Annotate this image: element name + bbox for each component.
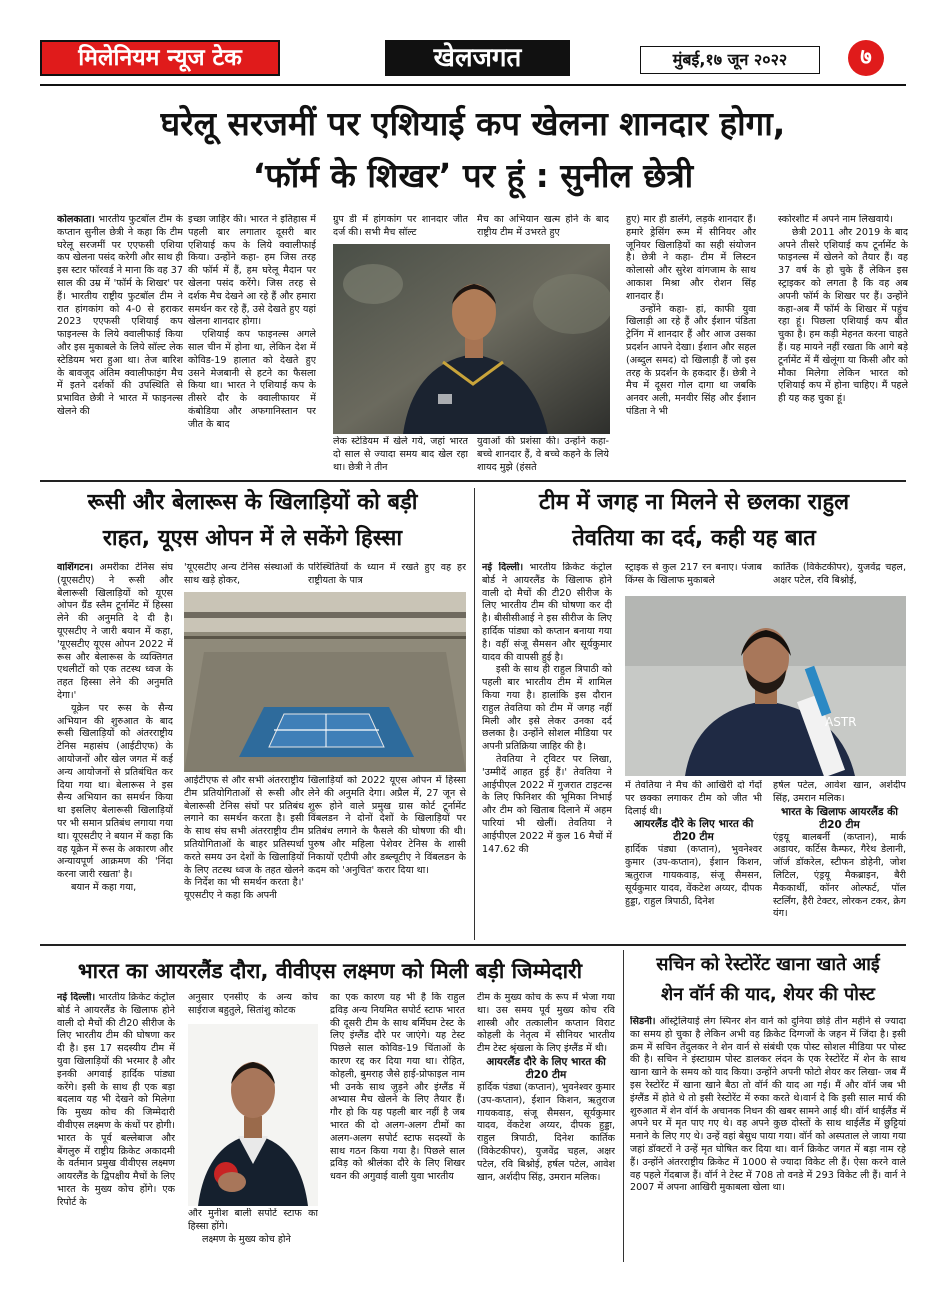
sachin-headline-line-1: सचिन को रेस्टोरेंट खाना खाते आई <box>656 954 880 975</box>
lead-text-5: हुए) मार ही डालेंगे, लड़के शानदार हैं। हमारे ड्रेसिंग रूम में सीनियर और जूनियर खिलाड़ियों का सही संयोजन है। छेत्री ने कहा- टीम में लिस्टन कोलासो और सुरेश वांगजाम के साथ आकाश मिश्रा और रोशन सिंह शानदार हैं। <box>626 214 756 302</box>
lead-col-3-top <box>333 214 468 242</box>
divider-2 <box>40 944 906 946</box>
tewatia-dateline: नई दिल्ली। <box>482 562 524 573</box>
chhetri-photo <box>333 244 610 434</box>
laxman-text-4: टीम के मुख्य कोच के रूप में भेजा गया था। उस समय पूर्व मुख्य कोच रवि शास्त्री और तत्कालीन कप्तान विराट कोहली के नेतृत्व में सीनियर भारतीय टीम टेस्ट श्रृंखला के लिए इंग्लैंड में थी। <box>477 992 615 1055</box>
tewatia-text-2-top: स्ट्राइक से कुल 217 रन बनाए। पंजाब किंग्स के खिलाफ मुकाबले <box>625 562 762 586</box>
tewatia-photo-image <box>625 596 906 776</box>
russia-col-3-top <box>308 562 466 590</box>
russia-col-2-top <box>184 562 304 590</box>
russia-headline-line-1: रूसी और बेलारूस के खिलाड़ियों को बड़ी <box>87 490 418 515</box>
sachin-col <box>630 1016 906 1260</box>
tewatia-text-1b: इसी के साथ ही राहुल त्रिपाठी को पहली बार भारतीय टीम में शामिल किया गया है। हालांकि इस दौरान राहुल तेवतिया को टीम में जगह नहीं मिली और इसे लेकर उनका दर्द छलका है। उन्होंने सोशल मीडिया पर अपनी प्रतिक्रिया जाहिर की है। <box>482 664 612 753</box>
sachin-headline-line-2: शेन वॉर्न की याद, शेयर की पोस्ट <box>661 984 875 1005</box>
lead-col-4-bottom <box>477 436 609 476</box>
laxman-text-2-top: अनुसार एनसीए के अन्य कोच साईराज बहुतुले, सितांशु कोटक <box>188 992 318 1016</box>
section-title: खेलजगत <box>433 43 522 73</box>
russia-text-3-top: परिस्थितियों के ध्यान में रखते हुए वह हर राष्ट्रीयता के पात्र <box>308 562 466 586</box>
tewatia-col-3-bottom <box>773 780 906 940</box>
russia-text-2-top: 'यूएसटीए अन्य टेनिस संस्थाओं के साथ खड़े होकर, <box>184 562 304 586</box>
tewatia-text-1: भारतीय क्रिकेट कंट्रोल बोर्ड ने आयरलैंड के खिलाफ होने वाली दो मैचों की टी20 सीरीज के लिए भारतीय टीम की घोषणा कर दी है। बीसीसीआई ने इस सीरीज के लिए हार्दिक पांड्या को कप्तान बनाया गया है। वहीं संजू सैमसन और सूर्यकुमार यादव की वापसी हुई है। <box>482 562 612 663</box>
column-divider-2 <box>623 950 624 1262</box>
lead-text-4-bottom: युवाओं की प्रशंसा की। उन्होंने कहा- बच्चे शानदार हैं, वे बच्चे कहने के लिये शायद मुझे (हंसते <box>477 436 609 473</box>
laxman-headline: भारत का आयरलैंड दौरा, वीवीएस लक्ष्मण को मिली बड़ी जिम्मेदारी <box>77 959 583 983</box>
russia-col-1 <box>57 562 173 940</box>
dateline-box <box>640 46 820 74</box>
lead-text-6: स्कोरशीट में अपने नाम लिखवाये। <box>778 214 893 225</box>
tewatia-col-3-top <box>773 562 906 590</box>
russia-col-2-bottom <box>184 775 304 940</box>
us-open-photo-image <box>184 592 466 772</box>
laxman-col-1 <box>57 992 175 1260</box>
masthead <box>0 0 945 88</box>
paper-name: मिलेनियम न्यूज टेक <box>78 45 242 71</box>
tewatia-text-1c: तेवतिया ने ट्विटर पर लिखा, 'उम्मीदें आहत हुई हैं।' तेवतिया ने आईपीएल 2022 में गुजरात टाइटन्स के लिए फिनिशर की भूमिका निभाई और टीम को खिताब दिलाने में अहम पारियां भी खेलीं। तेवतिया ने आईपीएल 2022 में कुल 16 मैचों में 147.62 की <box>482 753 612 855</box>
masthead-rule <box>40 84 906 86</box>
section-banner <box>385 40 570 76</box>
chhetri-photo-image <box>333 244 610 434</box>
tewatia-subhead-2: भारत के खिलाफ आयरलैंड की टी20 टीम <box>781 805 898 831</box>
lead-col-2 <box>188 214 316 476</box>
laxman-col-2-bottom <box>188 1208 318 1260</box>
russia-text-3-bottom: खिलाड़ियों को 2022 यूएस ओपन में हिस्सा लेने की अनुमति देगा। अप्रैल में, 27 जून से शुरू होने वाले प्रमुख ग्रास कोर्ट टूर्नामेंट विंबलडन ने दोनों देशों के खिलाड़ियों पर प्रतिबंध लगाने के फैसले की घोषणा की थी। पुरुष और महिला पेशेवर टेनिस के शासी निकायों एटीपी और डब्ल्यूटीए ने विंबलडन के कदम को 'अनुचित' करार दिया था। <box>308 775 466 876</box>
column-divider <box>474 488 475 940</box>
lead-text-4-top: मैच का अभियान खत्म होने के बाद राष्ट्रीय टीम में उभरते हुए <box>477 214 609 238</box>
tewatia-text-2-bottom: में तेवतिया ने मैच की आखिरी दो गेंदों पर छक्का लगाकर टीम को जीत भी दिलाई थी। <box>625 780 762 817</box>
tewatia-col-1 <box>482 562 612 940</box>
page-number-badge <box>848 40 884 76</box>
lead-text-6b: छेत्री 2011 और 2019 के बाद अपने तीसरे एशियाई कप टूर्नामेंट के फाइनल्स में खेलने को तैयार हैं। वह 37 वर्ष के हो चुके हैं लेकिन इस स्ट्राइकर को लगता है कि वह अब अपनी फॉर्म के शिखर पर हैं। उन्होंने कहा-अब मैं फॉर्म के शिखर में पहुंच रहा हूं। पिछला एशियाई कप बीत चुका है। हम कड़ी मेहनत करना चाहते हैं। यह मायने नहीं रखता कि आगे बड़े टूर्नामेंट में मैं खेलूंगा या किसी और को मौका मिलेगा लेकिन भारत को एशियाई कप में होना चाहिए। मैं पहले ही यह कह चुका हूं। <box>778 226 908 405</box>
tewatia-text-2c: हार्दिक पंड्या (कप्तान), भुवनेश्वर कुमार (उप-कप्तान), ईशान किशन, ऋतुराज गायकवाड़, संजू सैमसन, सूर्यकुमार यादव, वेंकटेश अय्यर, दीपक हुड्डा, राहुल त्रिपाठी, दिनेश <box>625 844 762 907</box>
laxman-text-1: भारतीय क्रिकेट कंट्रोल बोर्ड ने आयरलैंड के खिलाफ होने वाली दो मैचों की टी20 सीरीज के लिए भारतीय टीम की घोषणा कर दी है। इस 17 सदस्यीय टीम में युवा खिलाड़ियों की भरमार है और इनकी अगवाई हार्दिक पांड्या करेंगे। इसी के साथ ही एक बड़ा बदलाव यह भी देखने को मिलेगा कि मुख्य कोच की जिम्मेदारी वीवीएस लक्ष्मण के कंधों पर होगी। भारत के पूर्व बल्लेबाज और बेंगलुरु में राष्ट्रीय क्रिकेट अकादमी के वर्तमान प्रमुख वीवीएस लक्ष्मण आयरलैंड के द्विपक्षीय मैचों के लिए भारत के मुख्य कोच होंगे। एक रिपोर्ट के <box>57 992 175 1208</box>
laxman-photo <box>188 1024 318 1206</box>
russia-headline-line-2: राहत, यूएस ओपन में ले सकेंगे हिस्सा <box>102 526 403 551</box>
laxman-dateline: नई दिल्ली। <box>57 992 96 1003</box>
lead-text-3-bottom: लेक स्टेडियम में खेले गये, जहां भारत दो साल से ज्यादा समय बाद खेल रहा था। छेत्री ने तीन <box>333 436 468 473</box>
dateline: मुंबई,१७ जून २०२२ <box>672 50 788 69</box>
russia-col-3-bottom <box>308 775 466 940</box>
laxman-text-3: का एक कारण यह भी है कि राहुल द्रविड़ अन्य नियमित सपोर्ट स्टाफ भारत की दूसरी टीम के साथ बर्मिंघम टेस्ट के लिए इंग्लैंड दौरे पर जाएंगे। यह टेस्ट पिछले साल कोविड-19 चिंताओं के कारण रद्द कर दिया गया था। रोहित, कोहली, बुमराह जैसे हाई-प्रोफाइल नाम भी उनके साथ जुड़ने और इंग्लैंड में अभ्यास मैच खेलने के लिए तैयार हैं। गौर हो कि यह पहली बार नहीं है जब भारत की दो अलग-अलग टीमों का अलग-अलग सपोर्ट स्टाफ सदस्यों के साथ गठन किया गया है। पिछले साल द्रविड़ को श्रीलंका दौरे के लिए शिखर धवन की अगुवाई वाली युवा भारतीय <box>330 992 465 1183</box>
tewatia-text-3-top: कार्तिक (विकेटकीपर), युजवेंद्र चहल, अक्षर पटेल, रवि बिश्नोई, <box>773 562 906 586</box>
laxman-photo-image <box>188 1024 318 1206</box>
tewatia-text-3-bottom: हर्षल पटेल, आवेश खान, अर्शदीप सिंह, उमरान मलिक। <box>773 780 906 804</box>
sachin-text: ऑस्ट्रेलियाई लेग स्पिनर शेन वार्न को दुनिया छोड़े तीन महीने से ज्यादा का समय हो चुका है लेकिन अभी वह क्रिकेट दिग्गजों के जहन में जिंदा है। इसी क्रम में सचिन तेंदुलकर ने शेन वार्न से संबंधी एक पोस्ट सोशल मीडिया पर पोस्ट की है। सचिन ने इंस्टाग्राम पोस्ट डालकर लंदन के एक रेस्टोरेंट में शेन के साथ खाना खाने के समय को याद किया। उन्होंने अपनी फोटो शेयर कर लिखा- जब मैं इस रेस्टोरेंट में खाना खाने बैठा तो वॉर्न की याद आ गई। मैं और वॉर्न जब भी इंग्लैंड में होते थे तो इसी रेस्टोरेंट में रुका करते थे।वार्न दे कि इसी साल मार्च की शुरुआत में शेन वॉर्न के अचानक निधन की खबर सामने आई थी। वॉर्न थाईलैंड में अपने घर में मृत पाए गए थे। वह अपने कुछ दोस्तों के साथ थाईलैंड में छुट्टियां मनाने के लिए गए थे। उन्हें वहां बेसुध पाया गया। वॉर्न को अस्पताल ले जाया गया जहां डॉक्टरों ने उन्हें मृत घोषित कर दिया था। वार्न क्रिकेट जगत में बड़ा नाम रहे हैं। उन्होंने अंतरराष्ट्रीय क्रिकेट में 1000 से ज्यादा विकेट ली हैं। ऐसा करने वाले वह पहले गेंदबाज हैं। वॉर्न ने टेस्ट में 708 तो वनडे में 293 विकेट ली हैं। वार्न ने 2007 में अपना आखिरी मुकाबला खेला था। <box>630 1016 906 1194</box>
tewatia-col-2-top <box>625 562 762 590</box>
russia-text-1c: बयान में कहा गया, <box>71 881 137 893</box>
tewatia-text-3c: एंड्रयू बालबर्नी (कप्तान), मार्क अडायर, कर्टिस कैम्फर, गैरेथ डेलानी, जॉर्ज डॉकरेल, स्टीफन डोहेनी, जोश लिटिल, एंड्रयू मैकब्राइन, बैरी मैककार्थी, कॉनर ओल्फर्ट, पॉल स्टर्लिंग, हैरी टेक्टर, लोरकन टकर, क्रेग यंग। <box>773 831 906 920</box>
lead-col-3-bottom <box>333 436 468 476</box>
divider-1 <box>40 480 906 482</box>
laxman-col-3 <box>330 992 465 1260</box>
lead-text-5b: उन्होंने कहा- हां, काफी युवा खिलाड़ी आ रहे हैं और ईशान पंडिता ट्रेनिंग में शानदार हैं और आज उसका प्रदर्शन आपने देखा। ईशान और सहल (अब्दुल समद) दो खिलाड़ी हैं जो इस तरह के प्रदर्शन के हकदार हैं। छेत्री ने मैच में दूसरा गोल दागा था जबकि अनवर अली, मनवीर सिंह और ईशान पंडिता ने भी <box>626 303 756 417</box>
laxman-subhead: आयरलैंड दौरे के लिए भारत की टी20 टीम <box>486 1055 606 1081</box>
tewatia-photo <box>625 596 906 776</box>
lead-col-4-top <box>477 214 609 242</box>
us-open-photo <box>184 592 466 772</box>
lead-text-3-top: ग्रुप डी में हांगकांग पर शानदार जीत दर्ज की। सभी मैच सॉल्ट <box>333 214 468 238</box>
lead-text-2: इच्छा जाहिर की। भारत ने इतिहास में पहली बार लगातार दूसरी बार एशियाई कप के लिये क्वालीफाई किया। उन्होंने कहा- हम जिस तरह की फॉर्म में हैं, हम घरेलू मैदान पर खेलना पसंद करेंगे। जिस तरह से दर्शक मैच देखने आ रहे हैं और हमारा समर्थन कर रहे हैं, उसे देखते हुए यहां खेलना शानदार होगा। <box>188 214 316 328</box>
tewatia-col-2-bottom <box>625 780 762 940</box>
lead-col-1 <box>57 214 183 476</box>
russia-dateline: वाशिंगटन। <box>57 562 94 573</box>
russia-text-1: अमरीका टेनिस संघ (यूएसटीए) ने रूसी और बेलारूसी खिलाड़ियों को यूएस ओपन ग्रैंड स्लैम टूर्नामेंट में हिस्सा लेने की अनुमति दे दी है। यूएसटीए ने जारी बयान में कहा, 'यूएसटीए यूएस ओपन 2022 में रूस और बेलारूस के व्यक्तिगत एथलीटों को एक तटस्थ ध्वज के तहत हिस्सा लेने की अनुमति देगा।' <box>57 562 173 701</box>
lead-col-5 <box>626 214 756 476</box>
laxman-col-4 <box>477 992 615 1260</box>
lead-headline-line-2: ‘फॉर्म के शिखर’ पर हूं : सुनील छेत्री <box>252 156 694 195</box>
laxman-text-4c: हार्दिक पंड्या (कप्तान), भुवनेश्वर कुमार (उप-कप्तान), ईशान किशन, ऋतुराज गायकवाड़, संजू सैमसन, सूर्यकुमार यादव, वेंकटेश अय्यर, दीपक हुड्डा, राहुल त्रिपाठी, दिनेश कार्तिक (विकेटकीपर), युजवेंद्र चहल, अक्षर पटेल, रवि बिश्नोई, हर्षल पटेल, आवेश खान, अर्शदीप सिंह, उमरान मलिक। <box>477 1081 615 1183</box>
jersey-sponsor-text: ASTR <box>825 715 857 729</box>
lead-text-1: भारतीय फुटबॉल टीम के कप्तान सुनील छेत्री ने कहा कि टीम घरेलू सरजमीं पर एएफसी एशिया कप खेलना पसंद करेगी और साथ ही इस स्टार फॉरवर्ड ने माना कि वह 37 साल की उम्र में 'फॉर्म के शिखर' पर हैं। भारतीय राष्ट्रीय फुटबॉल टीम ने रात हांगकांग को 4-0 से हराकर 2023 एएफसी एशियाई कप फाइनल्स के लिये क्वालीफाई किया और इस मुकाबले के लिये सॉल्ट लेक स्टेडियम भरा हुआ था। तेज बारिश के बावजूद अंतिम क्वालीफाइंग मैच में इतने दर्शकों की उपस्थिति से प्रभावित छेत्री ने भारत में फाइनल्स खेलने की <box>57 214 183 417</box>
russia-text-2-bottom: आईटीएफ से और सभी अंतरराष्ट्रीय टीम प्रतियोगिताओं से रूसी और बेलारूसी टेनिस संघों पर प्रतिबंध लगाने का समर्थन करता है। इसी के साथ संघ सभी अंतरराष्ट्रीय टीम प्रतियोगिताओं के बाहर प्रतिस्पर्धा करते समय उन देशों के खिलाड़ियों के लिए तटस्थ ध्वज के तहत खेलने के निर्देश का भी समर्थन करता है।' यूएसटीए ने कहा कि अपनी <box>184 775 304 902</box>
sachin-dateline: सिडनी। <box>630 1016 656 1027</box>
lead-col-6 <box>778 214 908 476</box>
tewatia-headline-line-2: तेवतिया का दर्द, कही यह बात <box>572 526 816 551</box>
laxman-text-2-bottom: और मुनीश बाली सपोर्ट स्टाफ का हिस्सा होंगे। <box>188 1208 318 1232</box>
laxman-text-2c: लक्ष्मण के मुख्य कोच होने <box>202 1233 291 1245</box>
lead-text-2b: एशियाई कप फाइनल्स अगले साल चीन में होना था, लेकिन देश में कोविड-19 हालात को देखते हुए उसने मेजबानी से हटने का फैसला किया था। भारत ने एशियाई कप के तीसरे दौर के क्वालीफायर में कंबोडिया और अफगानिस्तान पर जीत के बाद <box>188 329 316 430</box>
tewatia-headline-line-1: टीम में जगह ना मिलने से छलका राहुल <box>538 490 850 515</box>
paper-name-banner <box>40 40 280 76</box>
russia-text-1b: यूक्रेन पर रूस के सैन्य अभियान की शुरुआत के बाद रूसी खिलाड़ियों को अंतरराष्ट्रीय टेनिस महासंघ (आईटीएफ) के आयोजनों और खेल जगत में कई अन्य आयोजनों से प्रतिबंधित कर दिया गया था। बेलारूस ने इस सैन्य अभियान का समर्थन किया था इसलिए बेलारूसी खिलाड़ियों पर भी समान प्रतिबंध लगाया गया था। यूएसटीए ने बयान में कहा कि वह यूक्रेन में रूस के अकारण और अन्यायपूर्ण आक्रमण की 'निंदा करना जारी रखता' है। <box>57 702 173 881</box>
lead-headline-line-1: घरेलू सरजमीं पर एशियाई कप खेलना शानदार होगा, <box>160 104 786 143</box>
laxman-col-2-top <box>188 992 318 1020</box>
tewatia-subhead-1: आयरलैंड दौरे के लिए भारत की टी20 टीम <box>633 818 754 844</box>
lead-dateline: कोलकाता। <box>57 214 95 225</box>
page-number: ७ <box>860 45 872 70</box>
